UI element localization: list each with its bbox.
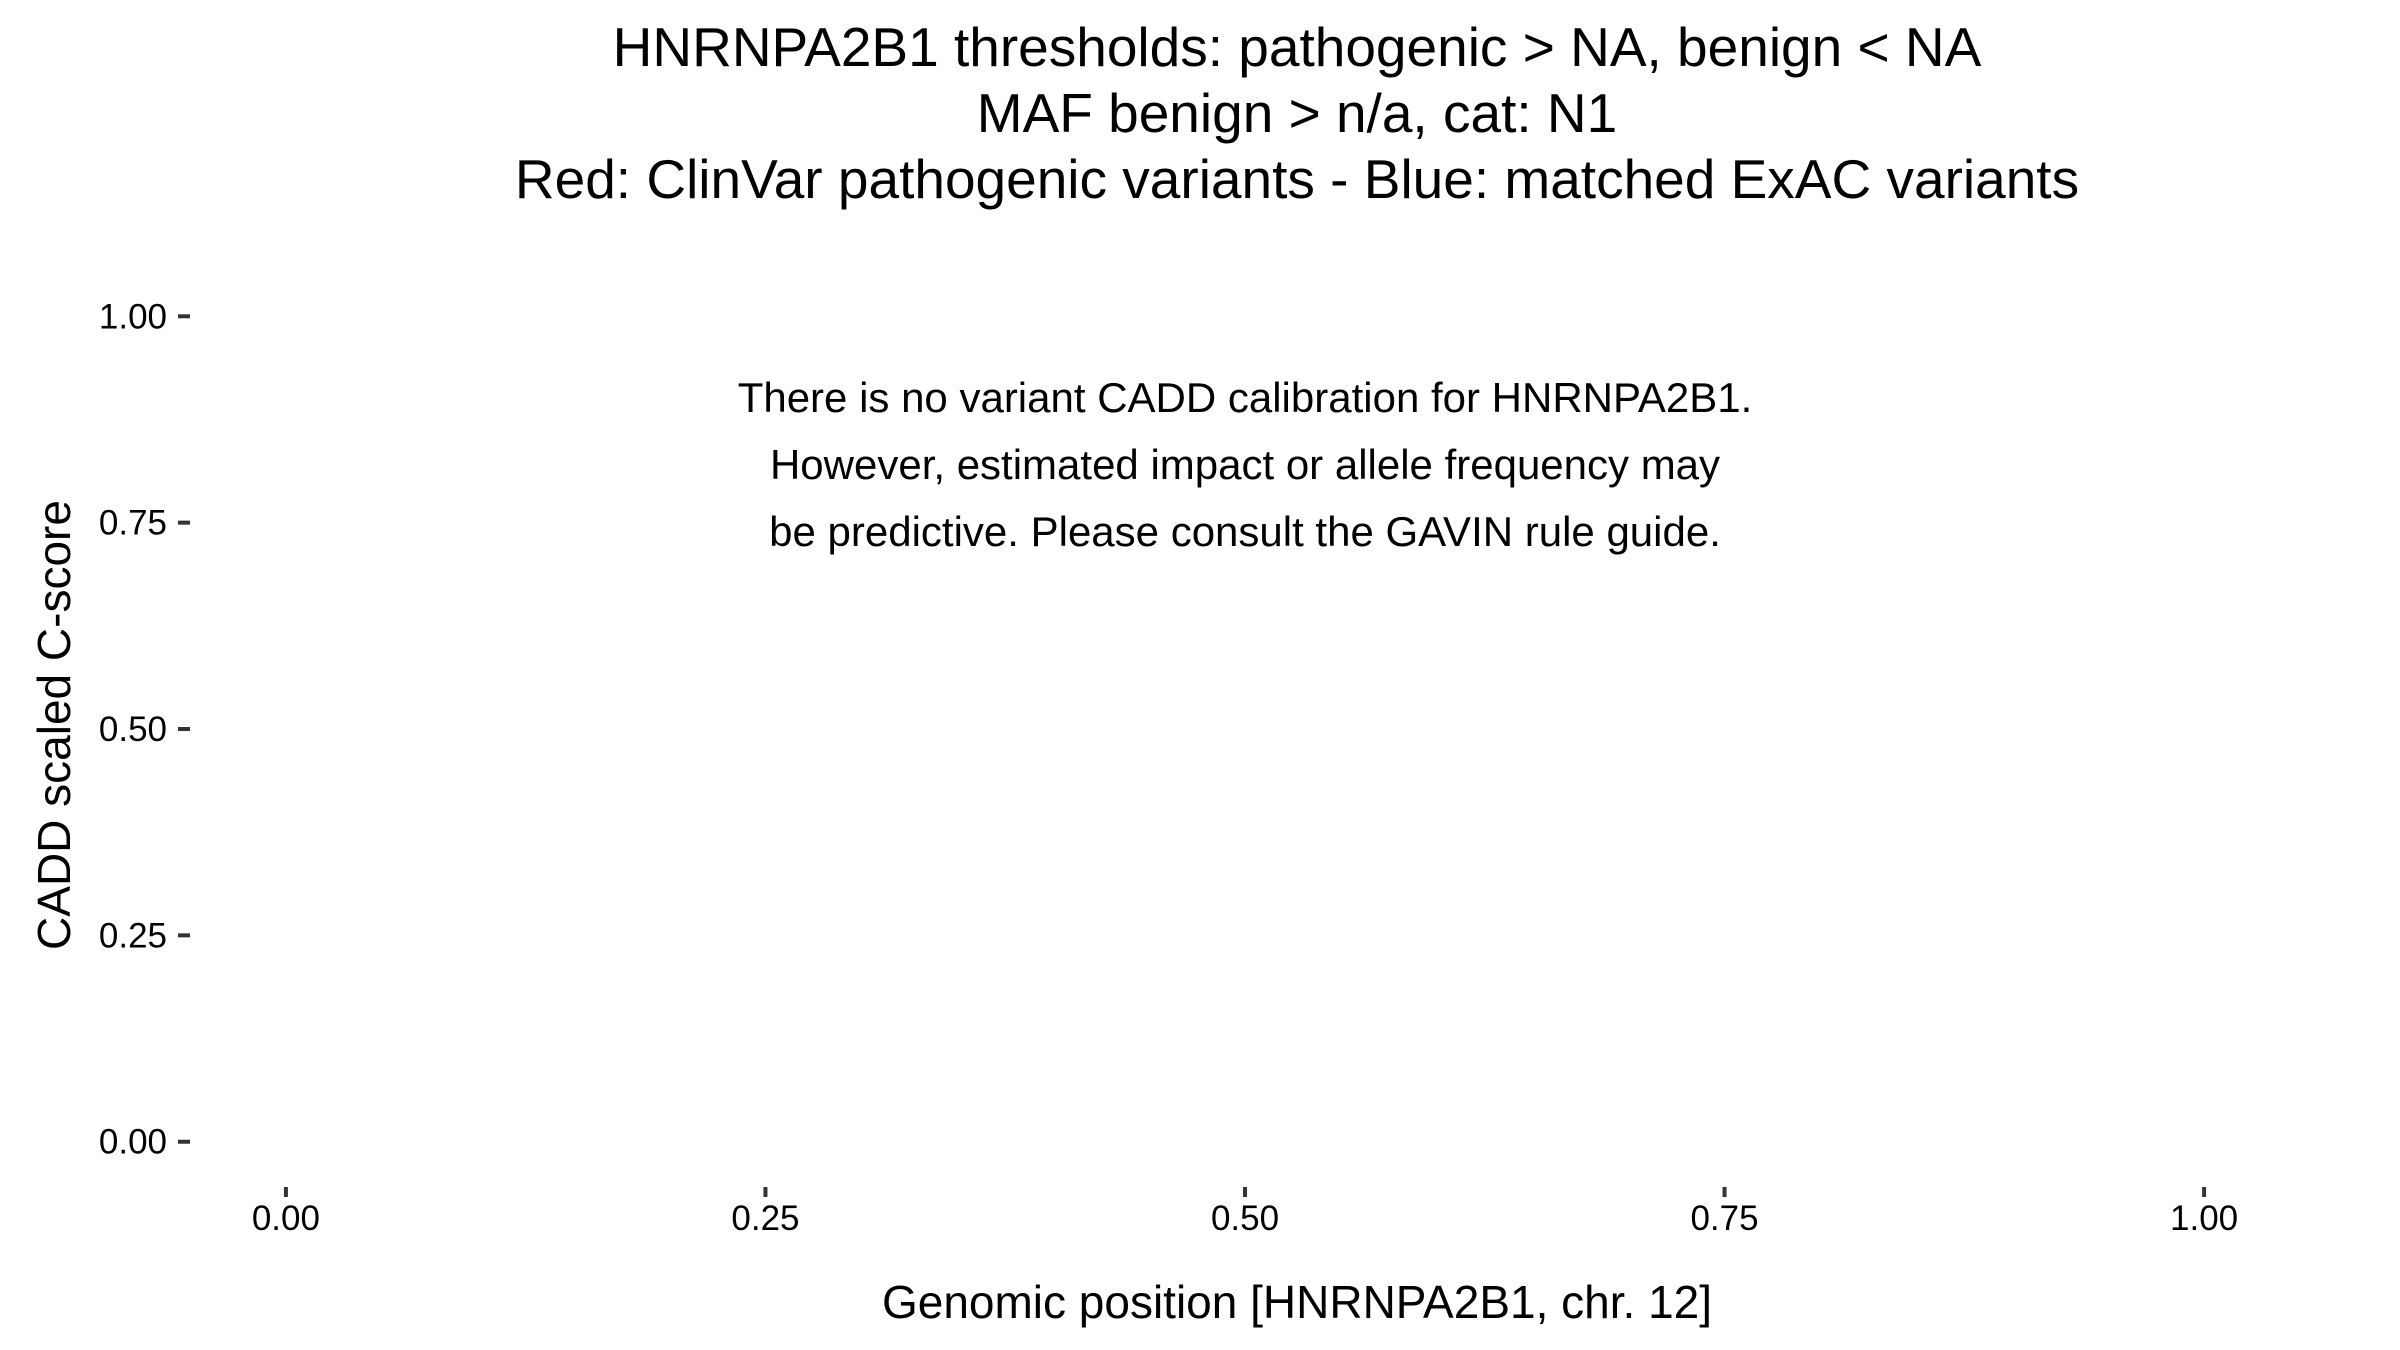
y-tick-label: 0.25 [98, 916, 167, 956]
x-tick-label: 0.00 [251, 1199, 320, 1238]
x-axis [252, 1187, 2238, 1238]
y-axis [99, 297, 190, 1161]
no-calibration-annotation [738, 374, 1753, 555]
x-tick-label: 0.75 [1690, 1199, 1759, 1238]
y-tick-label: 1.00 [98, 297, 167, 337]
annotation-line-2: However, estimated impact or allele frequency may [769, 440, 1721, 488]
title-line-1: HNRNPA2B1 thresholds: pathogenic > NA, benign < NA [612, 16, 1982, 78]
y-tick-label: 0.00 [98, 1122, 167, 1162]
annotation-line-1: There is no variant CADD calibration for HNRNPA2B1. [737, 373, 1753, 421]
y-axis-title: CADD scaled C-score [28, 500, 80, 950]
y-tick-label: 0.50 [98, 710, 167, 749]
y-tick-label: 0.75 [98, 503, 167, 543]
x-tick-label: 0.25 [731, 1199, 800, 1238]
x-tick-label: 1.00 [2170, 1199, 2239, 1238]
x-tick-label: 0.50 [1210, 1199, 1280, 1238]
annotation-line-3: be predictive. Please consult the GAVIN rule guide. [769, 507, 1721, 555]
x-axis-title: Genomic position [HNRNPA2B1, chr. 12] [881, 1276, 1713, 1328]
title-line-3: Red: ClinVar pathogenic variants - Blue: matched ExAC variants [514, 148, 2080, 210]
chart-title [515, 16, 2079, 210]
title-line-2: MAF benign > n/a, cat: N1 [976, 82, 1618, 144]
